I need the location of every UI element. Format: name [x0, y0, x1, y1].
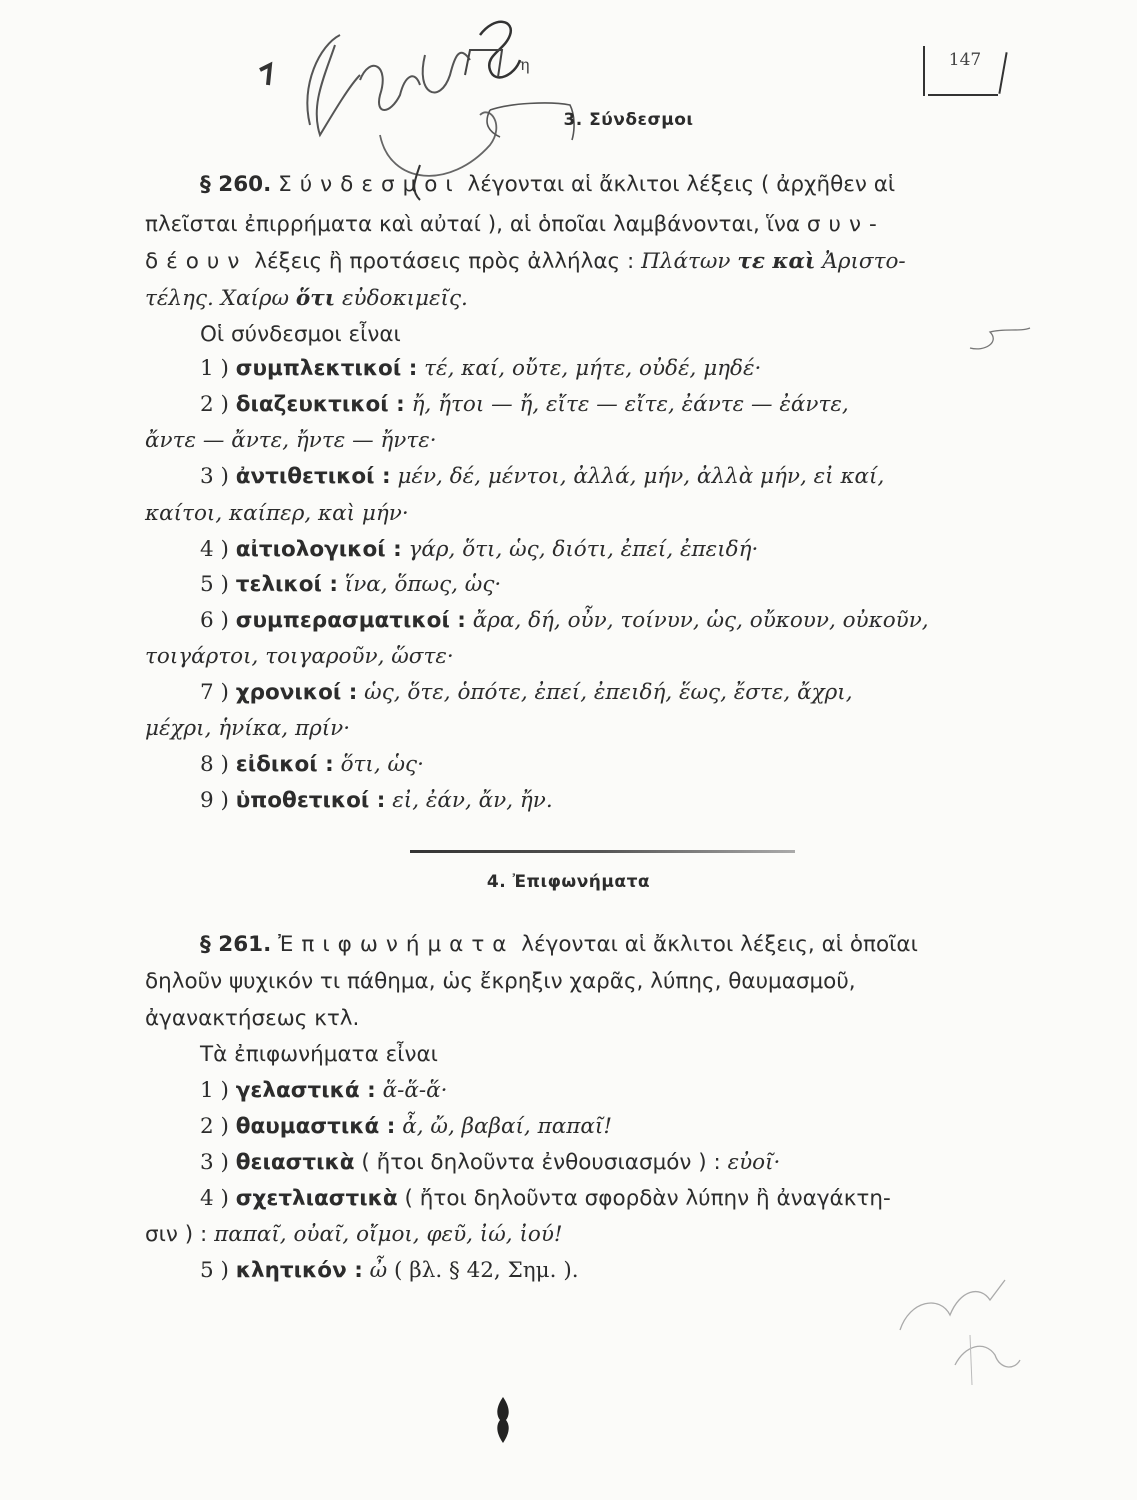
list-item-continuation: τοιγάρτοι, τοιγαροῦν, ὥστε·: [145, 644, 454, 669]
list-item-continuation: ἄντε — ἄντε, ἤντε — ἤντε·: [145, 428, 437, 453]
list-item: 1 ) συμπλεκτικοί : τέ, καί, οὔτε, μήτε, οὐδέ, μηδέ·: [200, 356, 762, 381]
list-item: 5 ) κλητικόν : ὦ ( βλ. § 42, Σημ. ).: [200, 1258, 579, 1283]
list-item: 4 ) σχετλιαστικὰ ( ἤτοι δηλοῦντα σφορδὰν λύπην ἢ ἀναγάκτη-: [200, 1186, 891, 1211]
list-item: 1 ) γελαστικά : ἅ-ἅ-ἅ·: [200, 1078, 448, 1103]
list-item: 4 ) αἰτιολογικοί : γάρ, ὅτι, ὡς, διότι, ἐπεί, ἐπειδή·: [200, 537, 759, 562]
list-item: 7 ) χρονικοί : ὡς, ὅτε, ὁπότε, ἐπεί, ἐπειδή, ἕως, ἔστε, ἄχρι,: [200, 680, 853, 705]
paragraph-number: § 260.: [200, 172, 272, 197]
text-line: τέλης. Χαίρω ὅτι εὐδοκιμεῖς.: [145, 286, 468, 311]
text-line: πλεῖσται ἐπιρρήματα καὶ αὐταί ), αἱ ὁποῖαι λαμβάνονται, ἵνα συν-: [145, 212, 885, 237]
list-item: 3 ) θειαστικὰ ( ἤτοι δηλοῦντα ἐνθουσιασμόν ) : εὐοῖ·: [200, 1150, 781, 1175]
paragraph-number: § 261.: [200, 932, 272, 957]
list-item: 5 ) τελικοί : ἵνα, ὅπως, ὡς·: [200, 572, 502, 597]
list-item: 9 ) ὑποθετικοί : εἰ, ἐάν, ἄν, ἤν.: [200, 788, 553, 813]
section-heading: 4. Ἐπιφωνήματα: [486, 872, 651, 892]
example-conjunction: τε καὶ: [737, 249, 816, 274]
list-item: 2 ) θαυμαστικά : ἆ, ὤ, βαβαί, παπαῖ!: [200, 1114, 612, 1139]
text-line: δέουν λέξεις ἢ προτάσεις πρὸς ἀλλήλας : Πλάτων τε καὶ Ἀριστο-: [145, 249, 906, 274]
text-line: δηλοῦν ψυχικόν τι πάθημα, ὡς ἔκρηξιν χαρᾶς, λύπης, θαυμασμοῦ,: [145, 969, 856, 994]
defined-term: Σύνδεσμοι: [278, 172, 461, 197]
list-item: 8 ) εἰδικοί : ὅτι, ὡς·: [200, 752, 424, 777]
page-number-underline: [928, 94, 998, 96]
page-number-bracket: [923, 46, 925, 96]
example-text: Πλάτων: [641, 249, 731, 274]
list-item-continuation: μέχρι, ἡνίκα, πρίν·: [145, 716, 351, 741]
list-item: 2 ) διαζευκτικοί : ἤ, ἤτοι — ἤ, εἴτε — εἴτε, ἐάντε — ἐάντε,: [200, 392, 849, 417]
section-separator: [410, 850, 795, 853]
text-line: ἀγανακτήσεως κτλ.: [145, 1006, 360, 1031]
list-item: 6 ) συμπερασματικοί : ἄρα, δή, οὖν, τοίνυν, ὡς, οὔκουν, οὐκοῦν,: [200, 608, 929, 633]
example-conjunction: ὅτι: [295, 286, 336, 311]
svg-text:η: η: [520, 55, 530, 74]
text-line: § 261. Ἐπιφωνήματα λέγονται αἱ ἄκλιτοι λέξεις, αἱ ὁποῖαι: [200, 932, 918, 957]
list-item: 3 ) ἀντιθετικοί : μέν, δέ, μέντοι, ἀλλά, μήν, ἀλλὰ μήν, εἰ καί,: [200, 464, 885, 489]
section-heading: 3. Σύνδεσμοι: [563, 110, 694, 130]
list-item-continuation: σιν ) : παπαῖ, οὐαῖ, οἴμοι, φεῦ, ἰώ, ἰού!: [145, 1222, 563, 1247]
page-number: 147: [948, 50, 982, 70]
list-intro: Τὰ ἐπιφωνήματα εἶναι: [200, 1042, 438, 1067]
handwritten-annotation-right: [960, 320, 1040, 360]
list-intro: Οἱ σύνδεσμοι εἶναι: [200, 322, 401, 347]
handwritten-annotation-bottom: [880, 1270, 1040, 1400]
text-line: § 260. Σύνδεσμοι λέγονται αἱ ἄκλιτοι λέξεις ( ἀρχῆθεν αἱ: [200, 172, 896, 197]
list-item-continuation: καίτοι, καίπερ, καὶ μήν·: [145, 501, 409, 526]
end-ornament: [488, 1395, 518, 1445]
defined-term: Ἐπιφωνήματα: [278, 932, 515, 957]
